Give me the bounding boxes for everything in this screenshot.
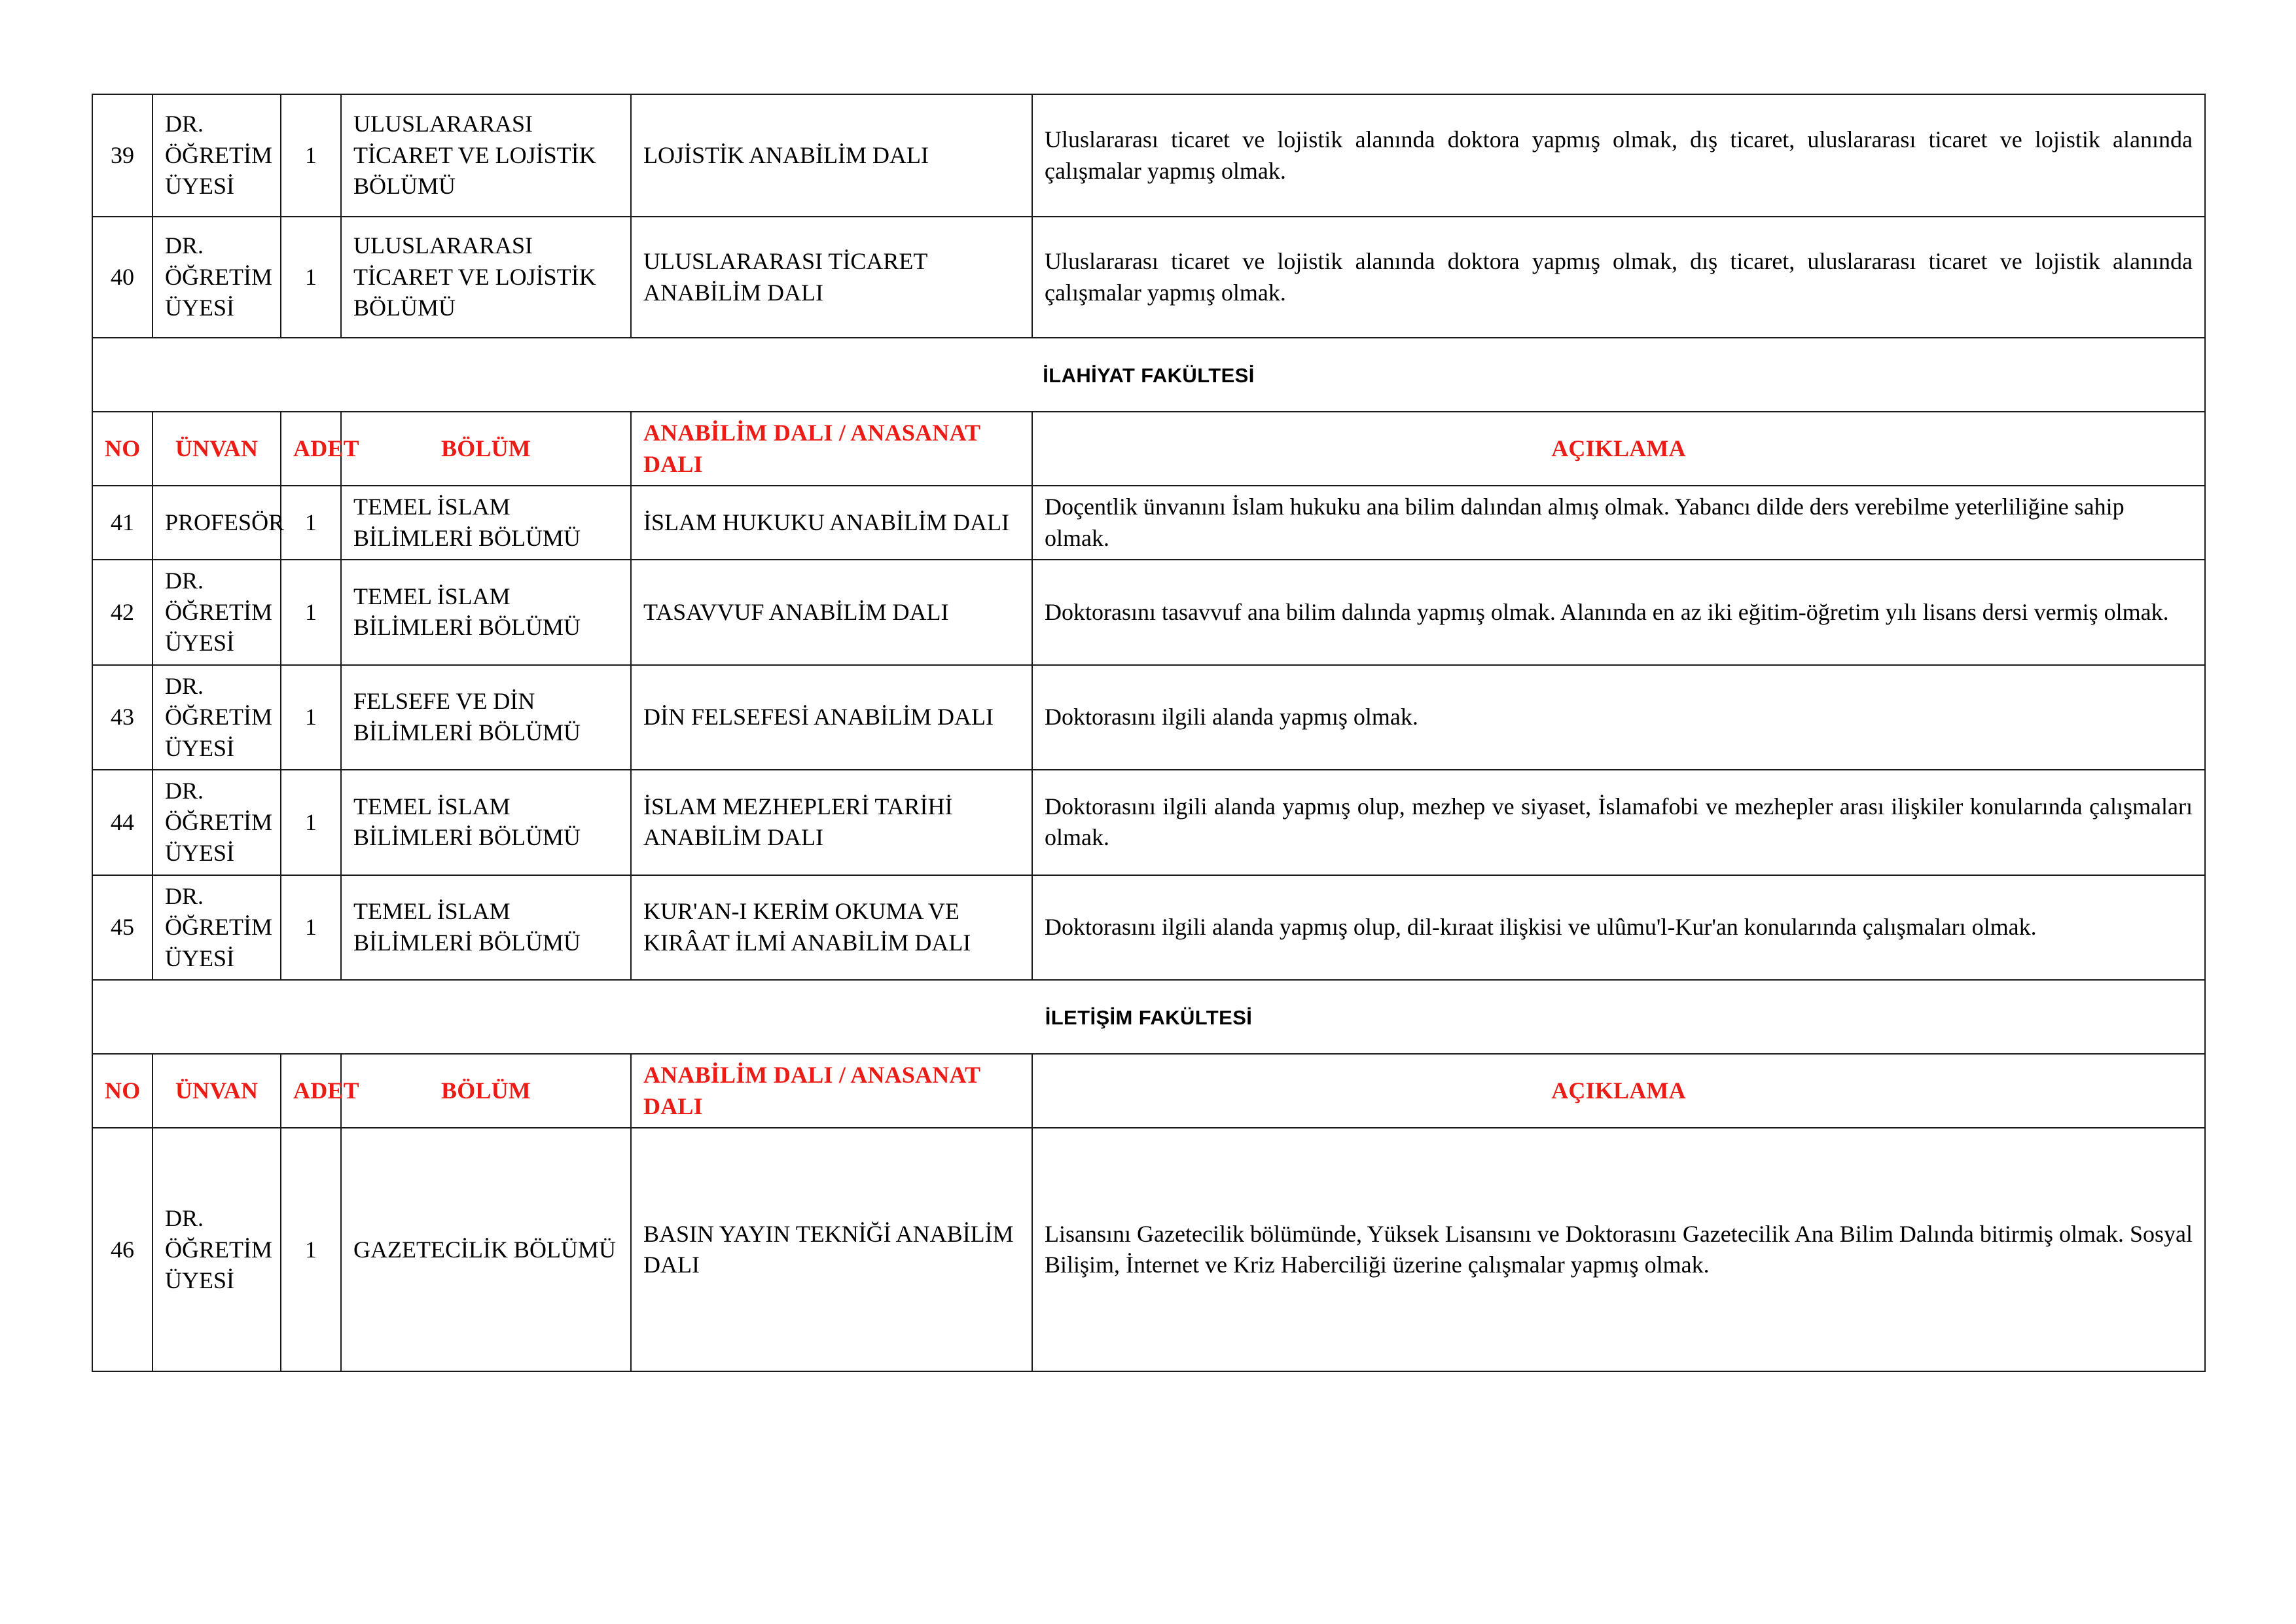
table-row [92, 94, 2205, 217]
column-header-unvan: ÜNVAN [152, 412, 281, 486]
cell-unvan: DR. ÖĞRETİM ÜYESİ [152, 560, 281, 665]
cell-no: 41 [92, 486, 152, 560]
cell-no: 43 [92, 665, 152, 770]
cell-anabilim: DİN FELSEFESİ ANABİLİM DALI [631, 665, 1032, 770]
cell-adet: 1 [281, 1128, 341, 1371]
table-row [92, 217, 2205, 338]
cell-adet: 1 [281, 770, 341, 875]
cell-unvan: DR. ÖĞRETİM ÜYESİ [152, 665, 281, 770]
cell-adet: 1 [281, 875, 341, 981]
cell-unvan: PROFESÖR [152, 486, 281, 560]
cell-aciklama: Doçentlik ünvanını İslam hukuku ana bilim dalından almış olmak. Yabancı dilde ders verebilme yeterliliğine sahip olmak. [1032, 486, 2205, 560]
cell-bolum: FELSEFE VE DİN BİLİMLERİ BÖLÜMÜ [341, 665, 631, 770]
cell-aciklama: Doktorasını ilgili alanda yapmış olup, dil-kıraat ilişkisi ve ulûmu'l-Kur'an konularında çalışmaları olmak. [1032, 875, 2205, 981]
column-header-aciklama: AÇIKLAMA [1032, 1054, 2205, 1128]
cell-adet: 1 [281, 665, 341, 770]
cell-adet: 1 [281, 94, 341, 217]
academic-positions-table [92, 94, 2206, 1372]
cell-unvan: DR. ÖĞRETİM ÜYESİ [152, 1128, 281, 1371]
column-header-bolum: BÖLÜM [341, 412, 631, 486]
faculty-section-header [92, 338, 2205, 412]
faculty-name: İLAHİYAT FAKÜLTESİ [1043, 363, 1255, 387]
cell-adet: 1 [281, 486, 341, 560]
cell-unvan: DR. ÖĞRETİM ÜYESİ [152, 875, 281, 981]
cell-bolum: TEMEL İSLAM BİLİMLERİ BÖLÜMÜ [341, 486, 631, 560]
table-row [92, 1128, 2205, 1371]
cell-anabilim: TASAVVUF ANABİLİM DALI [631, 560, 1032, 665]
cell-anabilim: LOJİSTİK ANABİLİM DALI [631, 94, 1032, 217]
faculty-header-cell [92, 338, 2205, 412]
cell-adet: 1 [281, 560, 341, 665]
cell-adet: 1 [281, 217, 341, 338]
cell-unvan: DR. ÖĞRETİM ÜYESİ [152, 94, 281, 217]
cell-no: 45 [92, 875, 152, 981]
cell-aciklama: Uluslararası ticaret ve lojistik alanında doktora yapmış olmak, dış ticaret, uluslararası ticaret ve lojistik alanında çalışmalar yapmış olmak. [1032, 94, 2205, 217]
cell-no: 44 [92, 770, 152, 875]
cell-anabilim: ULUSLARARASI TİCARET ANABİLİM DALI [631, 217, 1032, 338]
cell-anabilim: BASIN YAYIN TEKNİĞİ ANABİLİM DALI [631, 1128, 1032, 1371]
faculty-section-header [92, 980, 2205, 1054]
cell-bolum: TEMEL İSLAM BİLİMLERİ BÖLÜMÜ [341, 770, 631, 875]
column-header-anabilim: ANABİLİM DALI / ANASANAT DALI [631, 1054, 1032, 1128]
table-row [92, 486, 2205, 560]
table-row [92, 770, 2205, 875]
column-header-no: NO [92, 1054, 152, 1128]
column-header-anabilim: ANABİLİM DALI / ANASANAT DALI [631, 412, 1032, 486]
cell-aciklama: Doktorasını tasavvuf ana bilim dalında yapmış olmak. Alanında en az iki eğitim-öğretim yılı lisans dersi vermiş olmak. [1032, 560, 2205, 665]
cell-bolum: TEMEL İSLAM BİLİMLERİ BÖLÜMÜ [341, 560, 631, 665]
faculty-name: İLETİŞİM FAKÜLTESİ [1045, 1005, 1253, 1029]
cell-anabilim: KUR'AN-I KERİM OKUMA VE KIRÂAT İLMİ ANABİLİM DALI [631, 875, 1032, 981]
column-header-unvan: ÜNVAN [152, 1054, 281, 1128]
column-header-no: NO [92, 412, 152, 486]
cell-bolum: TEMEL İSLAM BİLİMLERİ BÖLÜMÜ [341, 875, 631, 981]
cell-bolum: ULUSLARARASI TİCARET VE LOJİSTİK BÖLÜMÜ [341, 217, 631, 338]
cell-no: 42 [92, 560, 152, 665]
cell-anabilim: İSLAM HUKUKU ANABİLİM DALI [631, 486, 1032, 560]
cell-unvan: DR. ÖĞRETİM ÜYESİ [152, 217, 281, 338]
column-header-adet: ADET [281, 1054, 341, 1128]
column-header-row [92, 412, 2205, 486]
cell-aciklama: Doktorasını ilgili alanda yapmış olmak. [1032, 665, 2205, 770]
cell-aciklama: Lisansını Gazetecilik bölümünde, Yüksek Lisansını ve Doktorasını Gazetecilik Ana Bilim Dalında bitirmiş olmak. Sosyal Bilişim, İnternet ve Kriz Haberciliği üzerine çalışmalar yapmış olmak. [1032, 1128, 2205, 1371]
column-header-row [92, 1054, 2205, 1128]
cell-no: 39 [92, 94, 152, 217]
cell-bolum: ULUSLARARASI TİCARET VE LOJİSTİK BÖLÜMÜ [341, 94, 631, 217]
table-row [92, 665, 2205, 770]
faculty-header-cell [92, 980, 2205, 1054]
cell-no: 40 [92, 217, 152, 338]
cell-unvan: DR. ÖĞRETİM ÜYESİ [152, 770, 281, 875]
cell-bolum: GAZETECİLİK BÖLÜMÜ [341, 1128, 631, 1371]
cell-no: 46 [92, 1128, 152, 1371]
cell-aciklama: Uluslararası ticaret ve lojistik alanında doktora yapmış olmak, dış ticaret, uluslararası ticaret ve lojistik alanında çalışmalar yapmış olmak. [1032, 217, 2205, 338]
column-header-bolum: BÖLÜM [341, 1054, 631, 1128]
cell-anabilim: İSLAM MEZHEPLERİ TARİHİ ANABİLİM DALI [631, 770, 1032, 875]
table-row [92, 560, 2205, 665]
academic-positions-table-wrapper [92, 94, 2204, 1372]
column-header-aciklama: AÇIKLAMA [1032, 412, 2205, 486]
cell-aciklama: Doktorasını ilgili alanda yapmış olup, mezhep ve siyaset, İslamafobi ve mezhepler arası ilişkiler konularında çalışmaları olmak. [1032, 770, 2205, 875]
table-row [92, 875, 2205, 981]
column-header-adet: ADET [281, 412, 341, 486]
